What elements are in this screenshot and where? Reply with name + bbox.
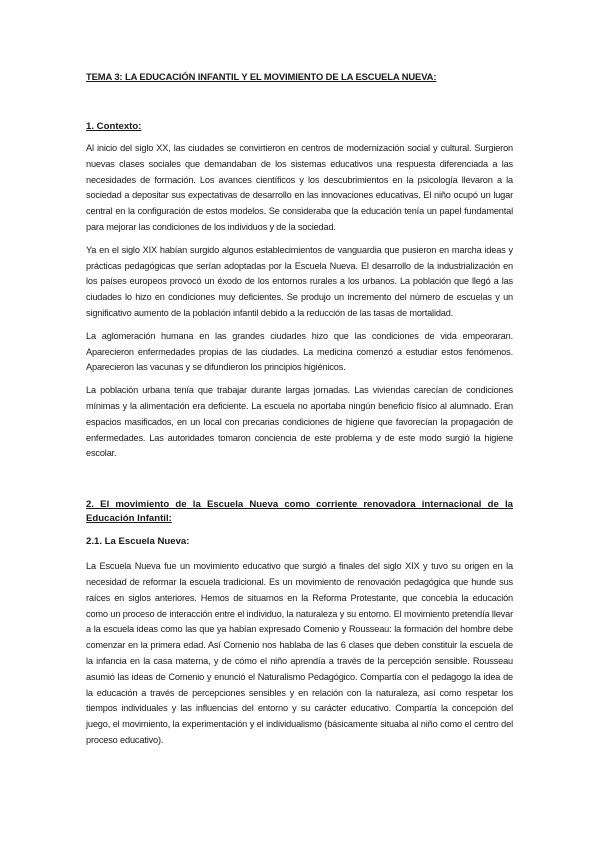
paragraph: La Escuela Nueva fue un movimiento educativo que surgió a finales del siglo XIX y tuvo su origen en la necesidad de reformar la escuela tradicional. Es un movimiento de renovación pedagógica que hunde sus raíces en siglos anteriores. Hemos de situarnos en la Reforma Protestante, que concebía la educación como un proceso de interacción entre el individuo, la naturaleza y su entorno. El movimiento pretendía llevar a la escuela ideas como las que ya habían expresado Comenio y Rousseau: la formación del hombre debe comenzar en la primera edad. Así Comenio nos hablaba de las 6 clases que deben constituir la escuela de la infancia en la casa materna, y de cómo el niño aprendía a través de la percepción sensible. Rousseau asumió las ideas de Comenio y enunció el Naturalismo Pedagógico. Compartía con el pedagogo la idea de la educación a través de percepciones sensibles y en relación con la naturaleza, así como respetar los tiempos individuales y las influencias del entorno y su carácter educativo. Compartía la concepción del juego, el movimiento, la experimentación y el individualismo (básicamente situaba al niño como el centro del proceso educativo). [86, 561, 513, 745]
paragraph: Al inicio del siglo XX, las ciudades se convirtieron en centros de modernización social y cultural. Surgieron nuevas clases sociales que demandaban de los sistemas educativos una respuesta diferenciada a las necesidades de formación. Los avances científicos y los descubrimientos en la psicología llevaron a la sociedad a depositar sus expectativas de desarrollo en las innovaciones educativas. El niño ocupó un lugar central en la configuración de estos modelos. Se consideraba que la educación tenía un papel fundamental para mejorar las condiciones de los individuos y de la sociedad. [86, 143, 513, 232]
section-heading-contexto: 1. Contexto: [86, 121, 142, 132]
section-heading-escuela-nueva: 2. El movimiento de la Escuela Nueva como corriente renovadora internacional de la Educación Infantil: [86, 499, 513, 525]
subsection-heading: 2.1. La Escuela Nueva: [86, 536, 190, 548]
paragraph: La aglomeración humana en las grandes ciudades hizo que las condiciones de vida empeoraran. Aparecieron enfermedades propias de las ciudades. La medicina comenzó a estudiar estos fenómenos. Aparecieron las vacunas y se difundieron los principios higiénicos. [86, 330, 513, 373]
document-title: TEMA 3: LA EDUCACIÓN INFANTIL Y EL MOVIMIENTO DE LA ESCUELA NUEVA: [86, 71, 437, 82]
paragraph: La población urbana tenía que trabajar durante largas jornadas. Las viviendas carecían de condiciones mínimas y la alimentación era deficiente. La escuela no aportaba ningún beneficio físico al alumnado. Eran espacios masificados, en un local con precarias condiciones de higiene que favorecían la propagación de enfermedades. Las autoridades tomaron conciencia de este problema y de este modo surgió la higiene escolar. [86, 385, 513, 459]
paragraph: Ya en el siglo XIX habían surgido algunos establecimientos de vanguardia que pusieron en marcha ideas y prácticas pedagógicas que serían adoptadas por la Escuela Nueva. El desarrollo de la industrialización en los países europeos provocó un éxodo de los entornos rurales a los urbanos. La población que llegó a las ciudades lo hizo en condiciones muy deficientes. Se produjo un incremento del número de escuelas y un significativo aumento de la población infantil debido a la reducción de las tasas de mortalidad. [86, 244, 513, 318]
